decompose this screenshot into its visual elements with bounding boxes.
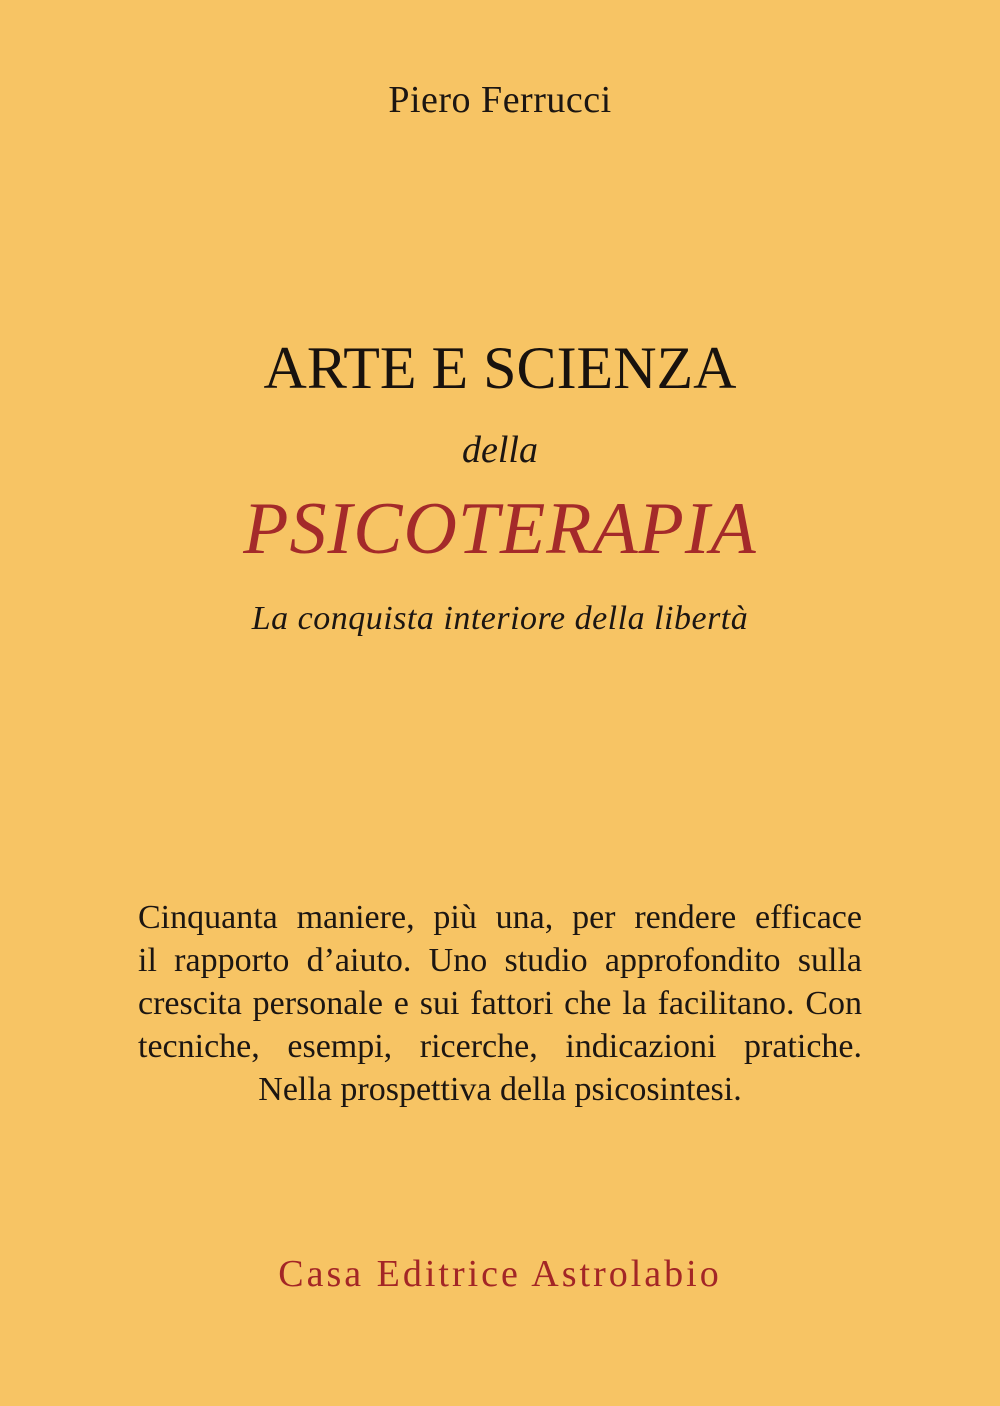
publisher-name: Casa Editrice Astrolabio	[278, 1253, 722, 1295]
blurb-line: il rapporto d’aiuto. Uno studio approfondito sulla	[138, 942, 862, 979]
title-connector: della	[462, 429, 538, 471]
author-name: Piero Ferrucci	[388, 79, 612, 121]
blurb-line: Cinquanta maniere, più una, per rendere efficace	[138, 899, 862, 936]
blurb-line: crescita personale e sui fattori che la facilitano. Con	[138, 985, 862, 1022]
title-subject: PSICOTERAPIA	[243, 488, 757, 570]
subtitle: La conquista interiore della libertà	[251, 600, 749, 637]
blurb-text	[138, 896, 862, 1111]
blurb-line: Nella prospettiva della psicosintesi.	[258, 1071, 742, 1108]
blurb-line: tecniche, esempi, ricerche, indicazioni pratiche.	[138, 1028, 862, 1065]
title-main: ARTE E SCIENZA	[263, 335, 737, 401]
